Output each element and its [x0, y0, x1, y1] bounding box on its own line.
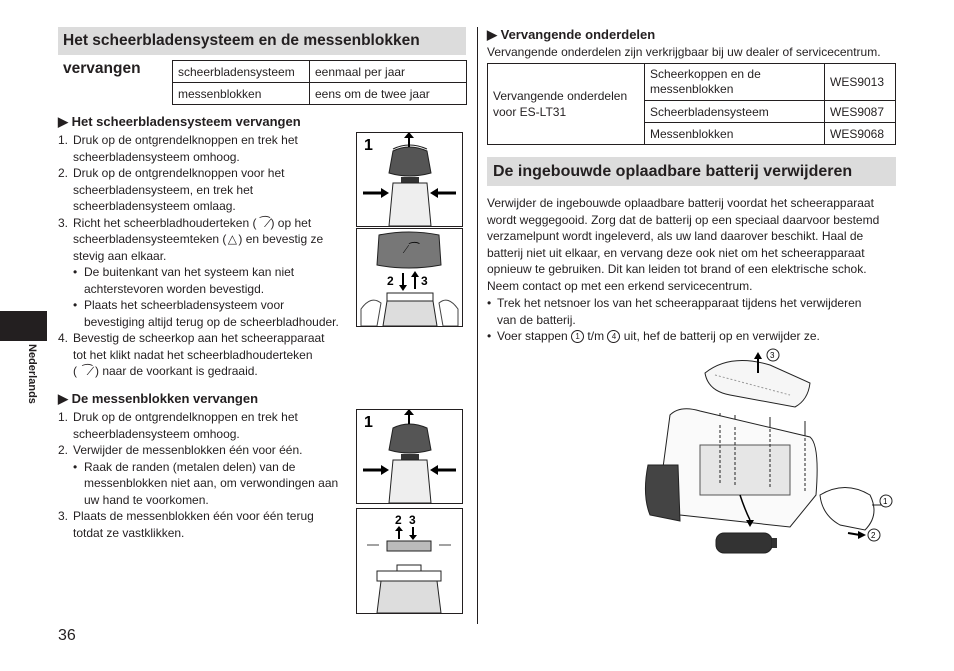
table-cell: WES9087 — [825, 101, 896, 123]
step-item: 1. Druk op de ontgrendelknoppen en trek het scheerbladensysteem omhoog. — [58, 410, 298, 441]
table-cell: Scheerkoppen en de messenblokken — [645, 64, 825, 101]
section-title-battery: De ingebouwde oplaadbare batterij verwijderen — [487, 157, 896, 186]
table-cell: WES9013 — [825, 64, 896, 101]
step-item: 2. Verwijder de messenblokken één voor één. • Raak de randen (metalen delen) van de messenblokken niet aan, om verwondingen aan uw hand te voorkomen. — [58, 442, 358, 508]
callout-label: 1 — [883, 497, 888, 506]
page-number: 36 — [58, 627, 76, 644]
table-cell: scheerbladensysteem — [173, 61, 310, 83]
step-item: 3. Richt het scheerbladhouderteken (⁀∕) op het scheerbladensysteemteken (△) en bevestig ze stevig aan elkaar. • De buitenkant van het systeem kan niet achterstevoren worden bevestigd. • Plaats het scheerbladensysteem voor bevestiging altijd terug op de scheerbladhouder. — [58, 215, 358, 331]
foil-steps — [58, 132, 358, 380]
battery-paragraph: Verwijder de ingebouwde oplaadbare batterij voordat het scheerapparaat wordt weggegooid. Zorg dat de batterij op een speciaal daarvoor bestemd verzamelpunt wordt ingeleverd, als uw land daarover beschikt. Haal de batterij niet uit elkaar, en vervang deze ook niet om het scheerapparaat opnieuw te gebruiken. Dit kan leiden tot brand of een elektrische schok. Neem contact op met een erkend servicecentrum. — [487, 196, 880, 293]
step-item: 3. Plaats de messenblokken één voor één terug totdat ze vastklikken. — [58, 509, 314, 540]
blades-step23-illustration — [356, 508, 463, 614]
replacement-parts-table — [487, 63, 896, 145]
blades-heading: ▶ De messenblokken vervangen — [58, 391, 259, 406]
foil-step23-illustration — [356, 228, 463, 327]
table-cell: WES9068 — [825, 123, 896, 145]
callout-label: 2 — [871, 531, 876, 540]
battery-bullets — [487, 295, 902, 345]
step-item: 2. Druk op de ontgrendelknoppen voor het scheerbladensysteem, en trek het scheerbladensysteem omlaag. — [58, 166, 285, 213]
battery-removal-diagram — [640, 345, 900, 570]
foil-heading: ▶ Het scheerbladensysteem vervangen — [58, 114, 301, 129]
language-tab — [0, 311, 47, 341]
triangle-mark-icon: △ — [227, 232, 238, 246]
foil-frame-icon — [357, 229, 462, 326]
step-label: 2 — [387, 274, 394, 288]
blade-block-icon — [357, 509, 462, 613]
note-bullet: • Voer stappen 1 t/m 4 uit, hef de batterij op en verwijder ze. — [487, 329, 820, 343]
note-bullet: • Raak de randen (metalen delen) van de messenblokken niet aan, om verwondingen aan uw hand te voorkomen. — [73, 459, 339, 507]
replacement-schedule-table — [172, 60, 467, 105]
parts-intro: Vervangende onderdelen zijn verkrijgbaar bij uw dealer of servicecentrum. — [487, 45, 881, 59]
table-row — [488, 64, 896, 101]
table-cell: messenblokken — [173, 83, 310, 105]
table-row — [173, 83, 467, 105]
holder-mark-icon: ⁀∕ — [80, 364, 92, 378]
foil-step1-illustration — [356, 132, 463, 227]
shaver-head-icon — [357, 410, 462, 503]
note-bullet: • De buitenkant van het systeem kan niet achterstevoren worden bevestigd. — [73, 265, 295, 296]
section-title-replace: Het scheerbladensysteem en de messenblokken vervangen — [58, 27, 466, 55]
shaver-exploded-icon — [640, 345, 900, 570]
table-cell: eenmaal per jaar — [310, 61, 467, 83]
step-item: 4. Bevestig de scheerkop aan het scheerapparaat tot het klikt nadat het scheerbladhouderteken ( ⁀∕ ) naar de voorkant is gedraaid. — [58, 331, 325, 378]
step-number-icon: 1 — [571, 330, 584, 343]
callout-label: 3 — [770, 351, 775, 360]
blades-step1-illustration — [356, 409, 463, 504]
column-divider — [477, 27, 478, 624]
table-row — [173, 61, 467, 83]
table-cell: eens om de twee jaar — [310, 83, 467, 105]
table-cell: Messenblokken — [645, 123, 825, 145]
holder-mark-icon: ⁀∕ — [257, 215, 270, 230]
step-label: 1 — [364, 414, 373, 431]
table-cell: Vervangende onderdelen voor ES-LT31 — [488, 64, 645, 145]
blades-steps — [58, 409, 358, 541]
step-label: 1 — [364, 137, 373, 154]
parts-heading: ▶ Vervangende onderdelen — [487, 27, 656, 42]
shaver-head-icon — [357, 133, 462, 226]
step-number-icon: 4 — [607, 330, 620, 343]
note-bullet: • Plaats het scheerbladensysteem voor bevestiging altijd terug op de scheerbladhouder. — [73, 298, 339, 329]
step-label: 3 — [421, 274, 428, 288]
step-item: 1. Druk op de ontgrendelknoppen en trek het scheerbladensysteem omhoog. — [58, 133, 298, 164]
note-bullet: • Trek het netsnoer los van het scheerapparaat tijdens het verwijderen van de batterij. — [487, 296, 862, 327]
step-label: 3 — [409, 513, 416, 527]
step-label: 2 — [395, 513, 402, 527]
svg-text:∕⁀: ∕⁀ — [405, 242, 417, 256]
language-label: Nederlands — [26, 344, 38, 404]
table-cell: Scheerbladensysteem — [645, 101, 825, 123]
